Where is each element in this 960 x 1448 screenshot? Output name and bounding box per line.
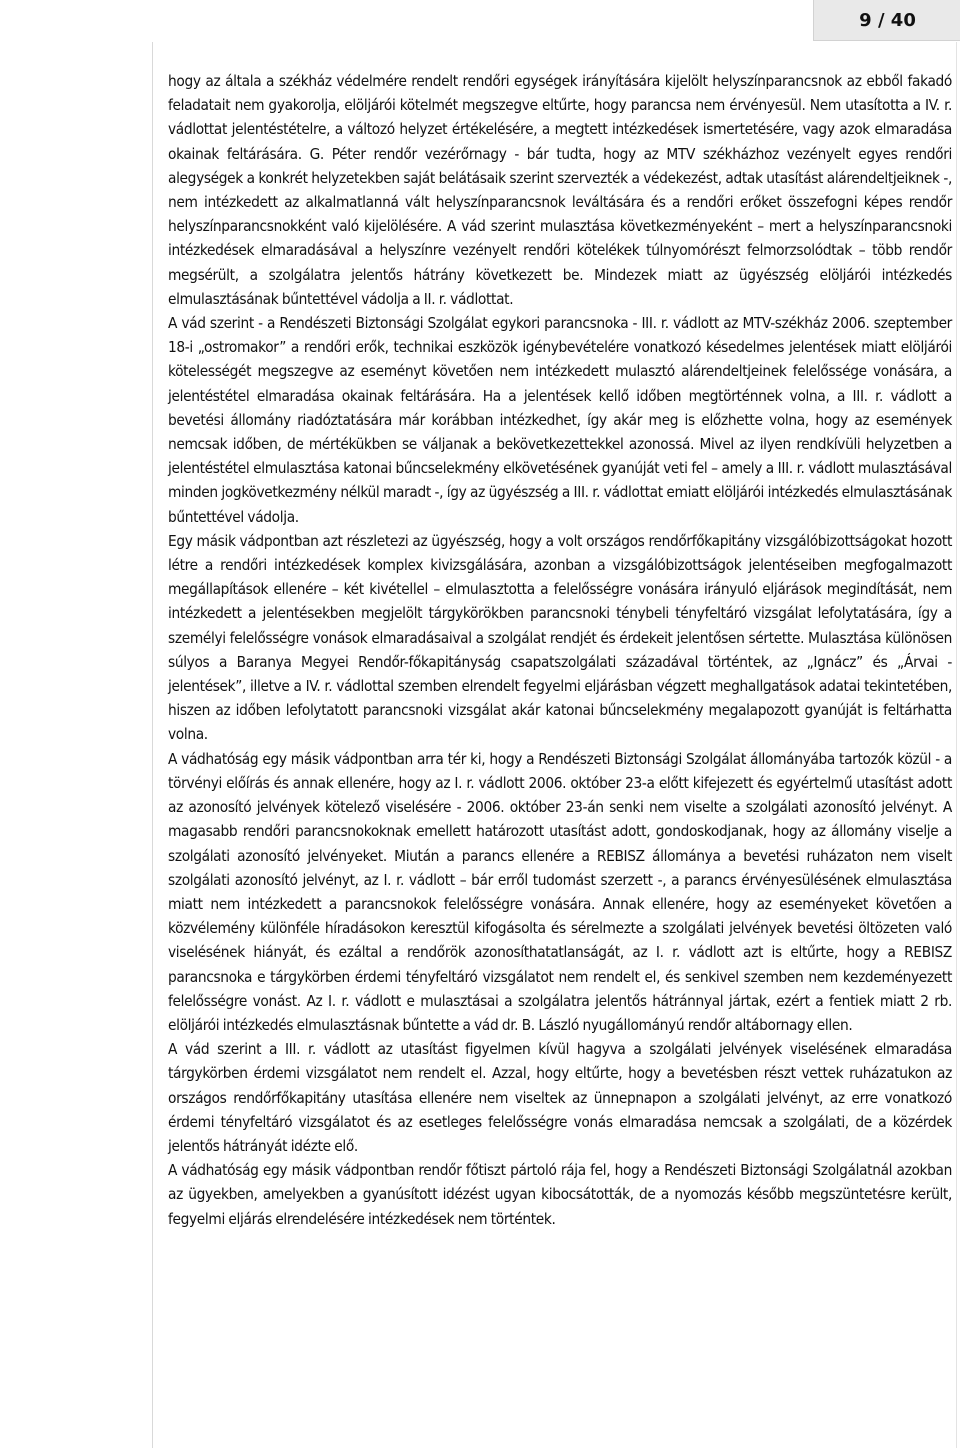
paragraph-iii-defendant-badges: A vád szerint a III. r. vádlott az utasítást figyelmen kívül hagyva a szolgálati jelvények viselésének elmaradása tárgykörben érdemi vizsgálatot nem rendelt el. Azzal, hogy eltűrte, hogy a bevetésben részt vettek ruházatukon az országos rendőrfőkapitány utasítása ellenére nem viseltek az ünnepnapon a szolgálati jelvényt, az erre vonatkozó érdemi tényfeltáró vizsgálatot és az esetleges felelősségre vonás elmaradása nemcsak a szolgálati, de a közérdek jelentős hátrányát idézte elő. [168,1040,952,1155]
paragraph-ii-defendant-charge: hogy az általa a székház védelmére rendelt rendőri egységek irányítására kijelölt helyszínparancsnok az ebből fakadó feladatait nem gyakorolja, elöljárói kötelmét megszegve eltűrte, hogy parancsa nem érvényesül. Nem utasította a IV. r. vádlottat jelentéstételre, a változó helyzet értékelésére, a megtett intézkedések ismertetésére, vagy azok elmaradása okainak feltárására. G. Péter rendőr vezérőrnagy - bár tudta, hogy az MTV székházhoz vezényelt egyes rendőri alegységek a konkrét helyzetekben saját belátásaik szerint szervezték a védekezést, adtak utasítást alárendeltjeiknek -, nem intézkedett az alkalmatlanná vált helyszínparancsnok leváltására és a rendőri erőket összefogni képes rendőr helyszínparancsnokként való kijelölésére. A vád szerint mulasztása következményeként – mert a helyszínparancsnoki intézkedések elmaradásával a helyszínre vezényelt rendőri kötelékek túlnyomórészt felmorzsolódtak – több rendőr megsérült, a szolgálatra jelentős hátrány következett be. Mindezek miatt az ügyészség elöljárói intézkedés elmulasztásának bűntettével vádolja a II. r. vádlottat. [168,72,952,308]
paragraph-disciplinary-proceedings: A vádhatóság egy másik vádpontban rendőr főtiszt pártoló rája fel, hogy a Rendészeti Biztonsági Szolgálatnál azokban az ügyekben, amelyekben a gyanúsított idézést ugyan kibocsátották, de a nyomozás később megszüntetésre került, fegyelmi eljárás elrendelésére intézkedések nem történtek. [168,1161,952,1228]
page-frame-right-border [956,42,957,1448]
page-number-badge: 9 / 40 [813,0,960,41]
paragraph-iii-defendant-charge: A vád szerint - a Rendészeti Biztonsági Szolgálat egykori parancsnoka - III. r. vádlott az MTV-székház 2006. szeptember 18-i „ostromakor” a rendőri erők, technikai eszközök igénybevételére vonatkozó késedelmes jelentések miatt elöljárói kötelességét megszegve az eseményt követően nem intézkedett mulasztó alárendeltjeinek felelőssége vonására, a jelentéstétel elmaradása okainak feltárására. Ha a jelentések kellő időben megtörténnek volna, a III. r. vádlott a bevetési állomány riadóztatására már korábban intézkedhet, így akár meg is előzhette volna, hogy az események nemcsak időben, de mértékükben se váljanak a bekövetkezettekkel azonossá. Mivel az ilyen rendkívüli helyzetben a jelentéstétel elmulasztása katonai bűncselekmény elkövetésének gyanúját veti fel – amely a III. r. vádlott mulasztásával minden jogkövetkezmény nélkül maradt -, így az ügyészség a III. r. vádlottat emiatt elöljárói intézkedés elmulasztásának bűntettével vádolja. [168,314,952,526]
page-frame-left-border [152,42,153,1448]
paragraph-investigation-committees: Egy másik vádpontban azt részletezi az ügyészség, hogy a volt országos rendőrfőkapitány vizsgálóbizottságokat hozott létre a rendőri intézkedések komplex kivizsgálására, azonban a vizsgálóbizottságok jelentéseiben megfogalmazott megállapítások ellenére – két kivétellel – elmulasztotta a felelősségre vonására irányuló eljárások megindítását, nem intézkedett a jelentésekben megjelölt tárgykörökben parancsnoki ténybeli tényfeltáró vizsgálat lefolytatására, így a személyi felelősségre vonások elmaradásaival a szolgálat rendjét és érdekeit jelentősen sértette. Mulasztása különösen súlyos a Baranya Megyei Rendőr-főkapitányság csapatszolgálati századával történtek, az „Ignácz” és „Árvai - jelentések”, illetve a IV. r. vádlottal szemben elrendelt fegyelmi eljárásban végzett meghallgatások adatai tekintetében, hiszen az időben lefolytatott parancsnoki vizsgálat akár katonai bűncselekmény megalapozott gyanúját is feltárhatta volna. [168,531,952,744]
paragraph-identification-badges: A vádhatóság egy másik vádpontban arra tér ki, hogy a Rendészeti Biztonsági Szolgálat állományába tartozók közül - a törvényi előírás és annak ellenére, hogy az I. r. vádlott 2006. október 23-a előtt kifejezett és egyértelmű utasítást adott az azonosító jelvények kötelező viselésére - 2006. október 23-án senki nem viselte a szolgálati azonosító jelvényt. A magasabb rendőri parancsnokoknak emellett határozott utasítást adott, gondoskodjanak, hogy az állomány viselje a szolgálati azonosító jelvényeket. Miután a parancs ellenére a REBISZ állománya a bevetési ruházaton nem viselt szolgálati azonosító jelvényt, az I. r. vádlott – bár erről tudomást szerzett -, a parancs érvényesülésének elmulasztása miatt nem intézkedett a parancsnokok felelősségre vonására. Annak ellenére, hogy az eseményeket követően a közvélemény különféle híradásokon keresztül kifogásolta és sérelmezte a szolgálati jelvények bevetési öltözeten való viselésének hiányát, és ezáltal a rendőrök azonosíthatatlanságát, az I. r. vádlott azt is eltűrte, hogy a REBISZ parancsnoka e tárgykörben érdemi tényfeltáró vizsgálatot nem rendelt el, és senkivel szemben nem kezdeményezett felelősségre vonást. Az I. r. vádlott e mulasztásai a szolgálatra jelentős hátránnyal jártak, ezért a fentiek miatt 2 rb. elöljárói intézkedés elmulasztásnak bűntette a vád dr. B. László nyugállományú rendőr altábornagy ellen. [168,749,952,1034]
document-body [168,69,952,1231]
